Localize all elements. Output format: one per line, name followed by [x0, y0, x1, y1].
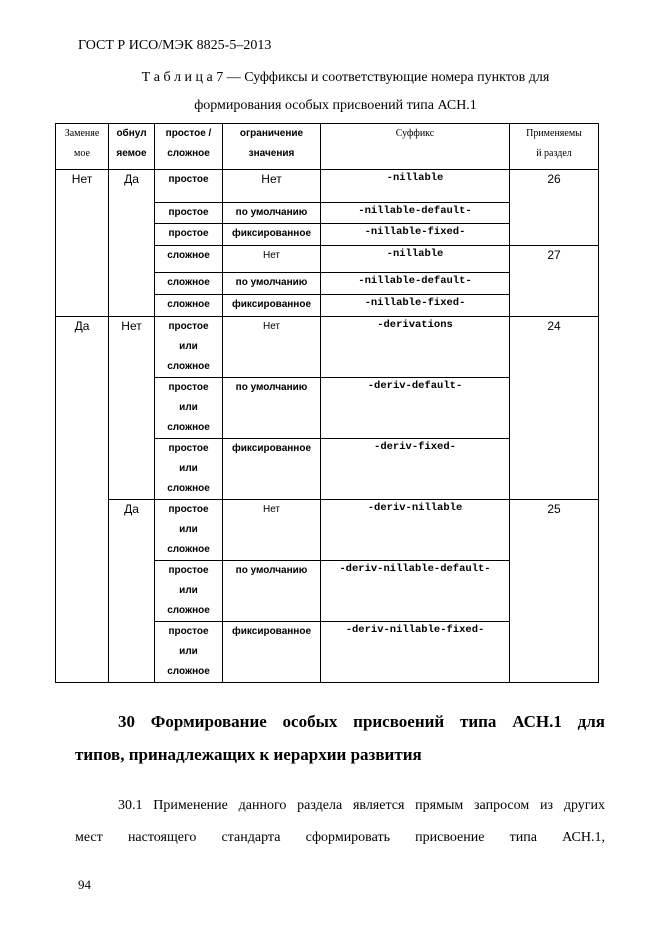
cell-constraint: Нет	[223, 246, 321, 273]
header-nullable: обнул яемое	[109, 124, 155, 170]
cell-constraint: Нет	[223, 317, 321, 378]
cell-constraint: Нет	[223, 170, 321, 203]
cell-suffix: -nillable-default-	[321, 203, 510, 224]
cell-constraint: фиксированное	[223, 439, 321, 500]
paragraph	[75, 790, 605, 854]
cell-suffix: -nillable	[321, 246, 510, 273]
cell-constraint: по умолчанию	[223, 378, 321, 439]
cell-kind: простое	[155, 203, 223, 224]
cell-replaceable: Нет	[56, 170, 109, 317]
cell-nullable: Да	[109, 500, 155, 683]
cell-kind: простое или сложное	[155, 561, 223, 622]
cell-kind: сложное	[155, 273, 223, 295]
table-row	[56, 317, 599, 378]
cell-suffix: -nillable-fixed-	[321, 295, 510, 317]
cell-kind: сложное	[155, 295, 223, 317]
cell-constraint: фиксированное	[223, 224, 321, 246]
cell-constraint: по умолчанию	[223, 273, 321, 295]
cell-kind: простое или сложное	[155, 317, 223, 378]
cell-suffix: -nillable	[321, 170, 510, 203]
cell-section: 26	[510, 170, 599, 246]
cell-suffix: -deriv-fixed-	[321, 439, 510, 500]
cell-kind: простое или сложное	[155, 500, 223, 561]
cell-kind: простое или сложное	[155, 439, 223, 500]
section-heading	[75, 705, 605, 771]
cell-kind: простое или сложное	[155, 622, 223, 683]
paragraph-line1: 30.1 Применение данного раздела является прямым запросом из других	[118, 798, 605, 813]
cell-nullable: Да	[109, 170, 155, 317]
document-header: ГОСТ Р ИСО/МЭК 8825-5–2013	[78, 38, 272, 53]
header-simple-complex: простое / сложное	[155, 124, 223, 170]
table-row	[56, 500, 599, 561]
cell-suffix: -deriv-nillable-default-	[321, 561, 510, 622]
cell-section: 25	[510, 500, 599, 683]
section-heading-line1: 30 Формирование особых присвоений типа АСН.1 для	[118, 712, 605, 731]
cell-kind: сложное	[155, 246, 223, 273]
cell-kind: простое или сложное	[155, 378, 223, 439]
cell-suffix: -deriv-nillable	[321, 500, 510, 561]
cell-suffix: -nillable-fixed-	[321, 224, 510, 246]
cell-nullable: Нет	[109, 317, 155, 500]
cell-constraint: по умолчанию	[223, 203, 321, 224]
page-number: 94	[78, 877, 91, 892]
section-heading-line2: типов, принадлежащих к иерархии развития	[75, 745, 422, 764]
header-section: Применяемы й раздел	[510, 124, 599, 170]
table-row	[56, 170, 599, 203]
table-caption-line1: Т а б л и ц а 7 — Суффиксы и соответствующие номера пунктов для	[141, 70, 550, 85]
header-suffix: Суффикс	[321, 124, 510, 170]
cell-section: 24	[510, 317, 599, 500]
cell-section: 27	[510, 246, 599, 317]
cell-constraint: фиксированное	[223, 295, 321, 317]
cell-constraint: по умолчанию	[223, 561, 321, 622]
header-value-constraint: ограничение значения	[223, 124, 321, 170]
cell-constraint: Нет	[223, 500, 321, 561]
table-header-row	[56, 124, 599, 170]
cell-suffix: -derivations	[321, 317, 510, 378]
paragraph-line2: мест настоящего стандарта сформировать присвоение типа АСН.1,	[75, 830, 605, 845]
cell-suffix: -deriv-nillable-fixed-	[321, 622, 510, 683]
cell-kind: простое	[155, 170, 223, 203]
cell-replaceable: Да	[56, 317, 109, 683]
table-caption-line2: формирования особых присвоений типа АСН.1	[194, 98, 477, 113]
suffix-table	[55, 123, 599, 683]
cell-suffix: -nillable-default-	[321, 273, 510, 295]
cell-constraint: фиксированное	[223, 622, 321, 683]
cell-kind: простое	[155, 224, 223, 246]
cell-suffix: -deriv-default-	[321, 378, 510, 439]
header-replaceable: Заменяе мое	[56, 124, 109, 170]
